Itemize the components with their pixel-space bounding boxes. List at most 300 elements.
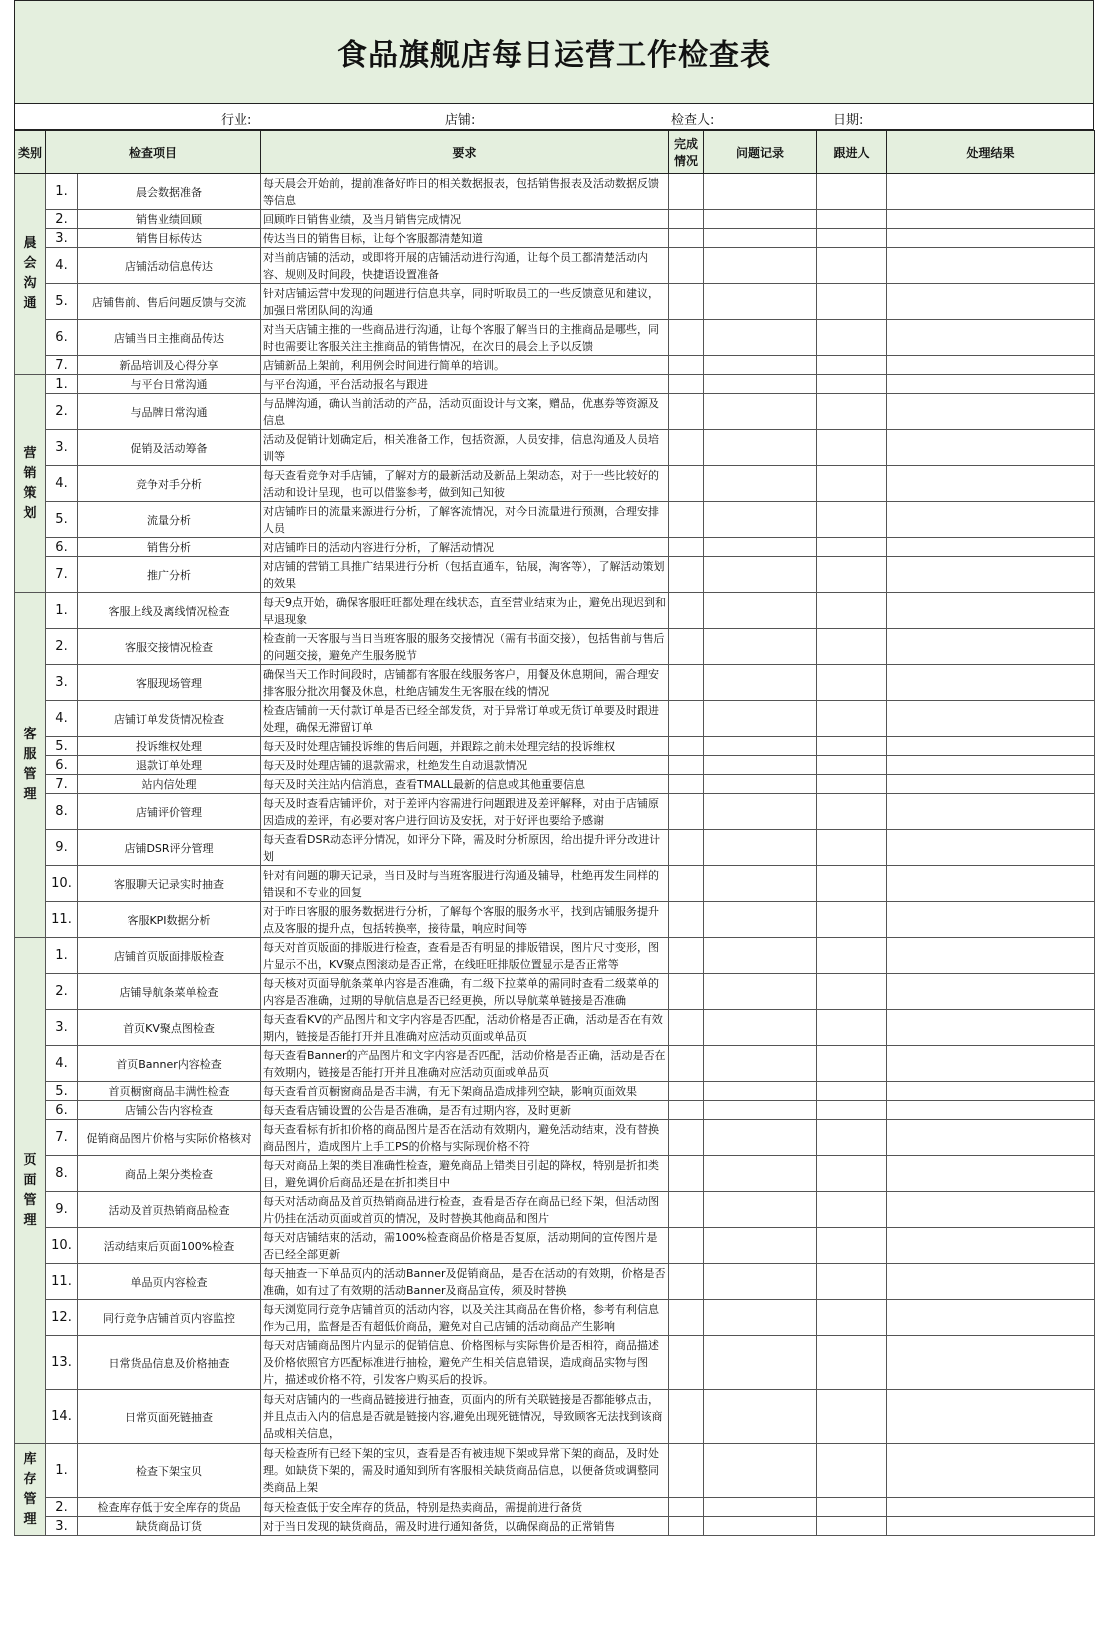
item-number: 9. [46,830,78,866]
follow-cell[interactable] [817,1517,887,1536]
sheet-title: 食品旗舰店每日运营工作检查表 [337,38,771,73]
follow-cell[interactable] [817,1046,887,1082]
result-cell[interactable] [887,502,1095,538]
status-cell[interactable] [669,737,704,756]
item-requirement: 每天查看竞争对手店铺，了解对方的最新活动及新品上架动态，对于一些比较好的活动和设计呈现，也可以借鉴参考，做到知己知彼 [261,466,669,502]
item-number: 6. [46,320,78,356]
result-cell[interactable] [887,466,1095,502]
item-number: 10. [46,866,78,902]
status-cell[interactable] [669,174,704,210]
item-name: 日常货品信息及价格抽查 [78,1336,261,1390]
item-requirement: 对于当日发现的缺货商品，需及时进行通知备货，以确保商品的正常销售 [261,1517,669,1536]
table-row [15,974,1095,1010]
item-requirement: 每天查看店铺设置的公告是否准确，是否有过期内容，及时更新 [261,1101,669,1120]
item-number: 1. [46,593,78,629]
status-cell[interactable] [669,974,704,1010]
follow-cell[interactable] [817,394,887,430]
follow-cell[interactable] [817,1010,887,1046]
result-cell[interactable] [887,210,1095,229]
item-requirement: 每天检查低于安全库存的货品，特别是热卖商品，需提前进行备货 [261,1498,669,1517]
issue-cell[interactable] [704,1192,817,1228]
table-row [15,375,1095,394]
follow-cell[interactable] [817,1300,887,1336]
table-row [15,538,1095,557]
item-name: 客服现场管理 [78,665,261,701]
result-cell[interactable] [887,1156,1095,1192]
item-number: 6. [46,1101,78,1120]
header-status: 完成情况 [669,131,704,174]
status-cell[interactable] [669,1300,704,1336]
issue-cell[interactable] [704,1498,817,1517]
table-row [15,356,1095,375]
result-cell[interactable] [887,756,1095,775]
table-row [15,938,1095,974]
follow-cell[interactable] [817,1192,887,1228]
issue-cell[interactable] [704,1010,817,1046]
table-row [15,1046,1095,1082]
result-cell[interactable] [887,1192,1095,1228]
item-requirement: 每天对商品上架的类目准确性检查，避免商品上错类目引起的降权，特别是折扣类目，避免调价后商品还是在折扣类目中 [261,1156,669,1192]
item-name: 客服聊天记录实时抽查 [78,866,261,902]
issue-cell[interactable] [704,665,817,701]
issue-cell[interactable] [704,974,817,1010]
result-cell[interactable] [887,1101,1095,1120]
result-cell[interactable] [887,775,1095,794]
item-requirement: 每天对店铺商品图片内显示的促销信息、价格图标与实际售价是否相符，商品描述及价格依照官方匹配标准进行抽检，避免产生相关信息错误，造成商品实物与图片，描述或价格不符，引发客户购买后的投诉。 [261,1336,669,1390]
result-cell[interactable] [887,1517,1095,1536]
status-cell[interactable] [669,538,704,557]
item-name: 首页橱窗商品丰满性检查 [78,1082,261,1101]
status-cell[interactable] [669,284,704,320]
item-requirement: 每天晨会开始前，提前准备好昨日的相关数据报表，包括销售报表及活动数据反馈等信息 [261,174,669,210]
follow-cell[interactable] [817,1120,887,1156]
table-row [15,756,1095,775]
result-cell[interactable] [887,320,1095,356]
item-name: 促销商品图片价格与实际价格核对 [78,1120,261,1156]
status-cell[interactable] [669,665,704,701]
header-category: 类别 [15,131,46,174]
item-name: 退款订单处理 [78,756,261,775]
item-name: 客服KPI数据分析 [78,902,261,938]
table-row [15,830,1095,866]
issue-cell[interactable] [704,557,817,593]
status-cell[interactable] [669,557,704,593]
item-name: 活动结束后页面100%检查 [78,1228,261,1264]
issue-cell[interactable] [704,830,817,866]
table-row [15,629,1095,665]
header-requirement: 要求 [261,131,669,174]
item-requirement: 店铺新品上架前，利用例会时间进行简单的培训。 [261,356,669,375]
category-cell [15,375,46,593]
issue-cell[interactable] [704,737,817,756]
follow-cell[interactable] [817,466,887,502]
follow-cell[interactable] [817,794,887,830]
item-requirement: 每天查看首页橱窗商品是否丰满，有无下架商品造成排列空缺，影响页面效果 [261,1082,669,1101]
item-requirement: 与品牌沟通，确认当前活动的产品，活动页面设计与文案，赠品，优惠券等资源及信息 [261,394,669,430]
table-row [15,210,1095,229]
issue-cell[interactable] [704,248,817,284]
item-name: 店铺活动信息传达 [78,248,261,284]
table-row [15,775,1095,794]
follow-cell[interactable] [817,737,887,756]
result-cell[interactable] [887,375,1095,394]
result-cell[interactable] [887,1046,1095,1082]
result-cell[interactable] [887,174,1095,210]
title-bar [14,0,1094,104]
follow-cell[interactable] [817,830,887,866]
issue-cell[interactable] [704,756,817,775]
table-row [15,1498,1095,1517]
item-name: 缺货商品订货 [78,1517,261,1536]
status-cell[interactable] [669,502,704,538]
follow-cell[interactable] [817,174,887,210]
issue-cell[interactable] [704,174,817,210]
status-cell[interactable] [669,794,704,830]
issue-cell[interactable] [704,1390,817,1444]
follow-cell[interactable] [817,210,887,229]
issue-cell[interactable] [704,375,817,394]
result-cell[interactable] [887,902,1095,938]
issue-cell[interactable] [704,210,817,229]
follow-cell[interactable] [817,1390,887,1444]
status-cell[interactable] [669,356,704,375]
table-row [15,701,1095,737]
table-row [15,1120,1095,1156]
result-cell[interactable] [887,737,1095,756]
status-cell[interactable] [669,1010,704,1046]
follow-cell[interactable] [817,502,887,538]
item-number: 3. [46,1517,78,1536]
table-row [15,1010,1095,1046]
item-requirement: 每天查看标有折扣价格的商品图片是否在活动有效期内，避免活动结束，没有替换商品图片，造成图片上手工PS的价格与实际现价格不符 [261,1120,669,1156]
status-cell[interactable] [669,1082,704,1101]
status-cell[interactable] [669,593,704,629]
item-requirement: 每天抽查一下单品页内的活动Banner及促销商品，是否在活动的有效期，价格是否准确，如有过了有效期的活动Banner及商品宣传，须及时替换 [261,1264,669,1300]
table-row [15,1336,1095,1390]
item-number: 5. [46,284,78,320]
follow-cell[interactable] [817,1228,887,1264]
item-requirement: 每天浏览同行竞争店铺首页的活动内容，以及关注其商品在售价格，参考有利信息作为己用，监督是否有超低价商品，避免对自己店铺的活动商品产生影响 [261,1300,669,1336]
status-cell[interactable] [669,210,704,229]
result-cell[interactable] [887,938,1095,974]
issue-cell[interactable] [704,1082,817,1101]
follow-cell[interactable] [817,866,887,902]
status-cell[interactable] [669,320,704,356]
status-cell[interactable] [669,1390,704,1444]
status-cell[interactable] [669,1156,704,1192]
status-cell[interactable] [669,775,704,794]
item-number: 5. [46,737,78,756]
result-cell[interactable] [887,866,1095,902]
result-cell[interactable] [887,1010,1095,1046]
result-cell[interactable] [887,229,1095,248]
follow-cell[interactable] [817,938,887,974]
status-cell[interactable] [669,248,704,284]
table-row [15,902,1095,938]
issue-cell[interactable] [704,1101,817,1120]
follow-cell[interactable] [817,1498,887,1517]
table-row [15,394,1095,430]
status-cell[interactable] [669,394,704,430]
result-cell[interactable] [887,394,1095,430]
follow-cell[interactable] [817,1264,887,1300]
category-cell [15,174,46,375]
result-cell[interactable] [887,593,1095,629]
table-row [15,430,1095,466]
item-requirement: 每天对活动商品及首页热销商品进行检查，查看是否存在商品已经下架，但活动图片仍挂在活动页面或首页的情况，及时替换其他商品和图片 [261,1192,669,1228]
item-requirement: 回顾昨日销售业绩，及当月销售完成情况 [261,210,669,229]
follow-cell[interactable] [817,902,887,938]
issue-cell[interactable] [704,356,817,375]
result-cell[interactable] [887,1390,1095,1444]
item-name: 店铺评价管理 [78,794,261,830]
item-requirement: 活动及促销计划确定后，相关准备工作，包括资源，人员安排，信息沟通及人员培训等 [261,430,669,466]
status-cell[interactable] [669,701,704,737]
issue-cell[interactable] [704,538,817,557]
result-cell[interactable] [887,1120,1095,1156]
item-number: 5. [46,502,78,538]
result-cell[interactable] [887,1300,1095,1336]
status-cell[interactable] [669,1264,704,1300]
result-cell[interactable] [887,1444,1095,1498]
follow-cell[interactable] [817,1444,887,1498]
item-name: 流量分析 [78,502,261,538]
item-number: 6. [46,756,78,775]
info-row [14,104,1094,130]
item-name: 单品页内容检查 [78,1264,261,1300]
status-cell[interactable] [669,1101,704,1120]
result-cell[interactable] [887,1264,1095,1300]
table-row [15,466,1095,502]
status-cell[interactable] [669,830,704,866]
item-number: 8. [46,1156,78,1192]
status-cell[interactable] [669,1228,704,1264]
result-cell[interactable] [887,284,1095,320]
result-cell[interactable] [887,701,1095,737]
result-cell[interactable] [887,974,1095,1010]
table-row [15,1082,1095,1101]
item-number: 4. [46,1046,78,1082]
result-cell[interactable] [887,665,1095,701]
table-row [15,174,1095,210]
result-cell[interactable] [887,629,1095,665]
item-requirement: 对于昨日客服的服务数据进行分析，了解每个客服的服务水平，找到店铺服务提升点及客服的提升点，包括转换率，接待量，响应时间等 [261,902,669,938]
result-cell[interactable] [887,830,1095,866]
follow-cell[interactable] [817,1082,887,1101]
item-requirement: 每天9点开始，确保客服旺旺都处理在线状态，直至营业结束为止，避免出现迟到和早退现象 [261,593,669,629]
item-number: 4. [46,466,78,502]
status-cell[interactable] [669,1517,704,1536]
result-cell[interactable] [887,1498,1095,1517]
header-issues: 问题记录 [704,131,817,174]
issue-cell[interactable] [704,1517,817,1536]
category-label: 晨会沟通 [23,236,37,311]
item-number: 11. [46,1264,78,1300]
follow-cell[interactable] [817,629,887,665]
item-number: 1. [46,375,78,394]
result-cell[interactable] [887,557,1095,593]
item-requirement: 每天检查所有已经下架的宝贝，查看是否有被违规下架或异常下架的商品，及时处理。如缺货下架的，需及时通知到所有客服相关缺货商品信息，以便备货或调整同类商品上架 [261,1444,669,1498]
issue-cell[interactable] [704,629,817,665]
follow-cell[interactable] [817,665,887,701]
item-name: 竞争对手分析 [78,466,261,502]
issue-cell[interactable] [704,1444,817,1498]
item-requirement: 对当前店铺的活动，或即将开展的店铺活动进行沟通，让每个员工都清楚活动内容、规则及时间段，快捷语设置准备 [261,248,669,284]
item-requirement: 检查店铺前一天付款订单是否已经全部发货，对于异常订单或无货订单要及时跟进处理，确保无滞留订单 [261,701,669,737]
item-number: 2. [46,210,78,229]
item-number: 3. [46,665,78,701]
issue-cell[interactable] [704,466,817,502]
item-number: 14. [46,1390,78,1444]
issue-cell[interactable] [704,1228,817,1264]
item-requirement: 针对有问题的聊天记录，当日及时与当班客服进行沟通及辅导，杜绝再发生同样的错误和不专业的回复 [261,866,669,902]
follow-cell[interactable] [817,375,887,394]
issue-cell[interactable] [704,502,817,538]
item-name: 首页KV聚点图检查 [78,1010,261,1046]
result-cell[interactable] [887,356,1095,375]
item-name: 日常页面死链抽查 [78,1390,261,1444]
issue-cell[interactable] [704,229,817,248]
follow-cell[interactable] [817,1101,887,1120]
item-name: 投诉维权处理 [78,737,261,756]
issue-cell[interactable] [704,430,817,466]
issue-cell[interactable] [704,1336,817,1390]
result-cell[interactable] [887,1336,1095,1390]
item-requirement: 检查前一天客服与当日当班客服的服务交接情况（需有书面交接），包括售前与售后的问题交接，避免产生服务脱节 [261,629,669,665]
follow-cell[interactable] [817,1336,887,1390]
item-requirement: 每天及时查看店铺评价，对于差评内容需进行问题跟进及差评解释，对由于店铺原因造成的差评，有必要对客户进行回访及安抚，对于好评也要给予感谢 [261,794,669,830]
issue-cell[interactable] [704,1156,817,1192]
date-label: 日期: [833,113,864,128]
header-row [15,131,1095,174]
status-cell[interactable] [669,1046,704,1082]
follow-cell[interactable] [817,557,887,593]
issue-cell[interactable] [704,866,817,902]
status-cell[interactable] [669,1444,704,1498]
follow-cell[interactable] [817,356,887,375]
follow-cell[interactable] [817,701,887,737]
item-requirement: 传达当日的销售目标，让每个客服都清楚知道 [261,229,669,248]
checklist-table [14,130,1095,1536]
status-cell[interactable] [669,756,704,775]
result-cell[interactable] [887,1228,1095,1264]
follow-cell[interactable] [817,538,887,557]
item-number: 6. [46,538,78,557]
table-row [15,502,1095,538]
follow-cell[interactable] [817,320,887,356]
follow-cell[interactable] [817,1156,887,1192]
issue-cell[interactable] [704,1120,817,1156]
follow-cell[interactable] [817,593,887,629]
issue-cell[interactable] [704,1264,817,1300]
issue-cell[interactable] [704,394,817,430]
follow-cell[interactable] [817,229,887,248]
table-row [15,1264,1095,1300]
follow-cell[interactable] [817,248,887,284]
item-number: 2. [46,629,78,665]
item-number: 1. [46,174,78,210]
header-follow: 跟进人 [817,131,887,174]
issue-cell[interactable] [704,1046,817,1082]
item-number: 2. [46,974,78,1010]
follow-cell[interactable] [817,430,887,466]
item-name: 店铺首页版面排版检查 [78,938,261,974]
follow-cell[interactable] [817,775,887,794]
issue-cell[interactable] [704,902,817,938]
item-name: 晨会数据准备 [78,174,261,210]
industry-label: 行业: [221,113,252,128]
table-row [15,1192,1095,1228]
shop-label: 店铺: [445,113,476,128]
table-row [15,229,1095,248]
status-cell[interactable] [669,466,704,502]
status-cell[interactable] [669,938,704,974]
result-cell[interactable] [887,794,1095,830]
result-cell[interactable] [887,538,1095,557]
item-number: 10. [46,1228,78,1264]
follow-cell[interactable] [817,756,887,775]
item-number: 7. [46,1120,78,1156]
table-row [15,866,1095,902]
category-cell [15,938,46,1444]
table-row [15,1300,1095,1336]
item-number: 9. [46,1192,78,1228]
issue-cell[interactable] [704,1300,817,1336]
item-name: 店铺订单发货情况检查 [78,701,261,737]
item-requirement: 每天及时关注站内信消息，查看TMALL最新的信息或其他重要信息 [261,775,669,794]
item-name: 客服上线及离线情况检查 [78,593,261,629]
status-cell[interactable] [669,902,704,938]
inspector-label: 检查人: [671,113,715,128]
issue-cell[interactable] [704,775,817,794]
result-cell[interactable] [887,1082,1095,1101]
status-cell[interactable] [669,1120,704,1156]
result-cell[interactable] [887,430,1095,466]
item-number: 3. [46,1010,78,1046]
item-name: 商品上架分类检查 [78,1156,261,1192]
item-number: 5. [46,1082,78,1101]
status-cell[interactable] [669,866,704,902]
follow-cell[interactable] [817,284,887,320]
issue-cell[interactable] [704,593,817,629]
issue-cell[interactable] [704,938,817,974]
status-cell[interactable] [669,375,704,394]
issue-cell[interactable] [704,794,817,830]
item-requirement: 与平台沟通，平台活动报名与跟进 [261,375,669,394]
category-cell [15,1444,46,1536]
issue-cell[interactable] [704,320,817,356]
status-cell[interactable] [669,1336,704,1390]
item-number: 4. [46,248,78,284]
item-name: 销售业绩回顾 [78,210,261,229]
status-cell[interactable] [669,430,704,466]
category-cell [15,593,46,938]
status-cell[interactable] [669,1192,704,1228]
item-name: 店铺售前、售后问题反馈与交流 [78,284,261,320]
issue-cell[interactable] [704,284,817,320]
table-row [15,1390,1095,1444]
status-cell[interactable] [669,1498,704,1517]
status-cell[interactable] [669,629,704,665]
category-label: 客服管理 [23,727,37,802]
follow-cell[interactable] [817,974,887,1010]
item-name: 活动及首页热销商品检查 [78,1192,261,1228]
table-row [15,1156,1095,1192]
status-cell[interactable] [669,229,704,248]
item-name: 检查下架宝贝 [78,1444,261,1498]
issue-cell[interactable] [704,701,817,737]
result-cell[interactable] [887,248,1095,284]
